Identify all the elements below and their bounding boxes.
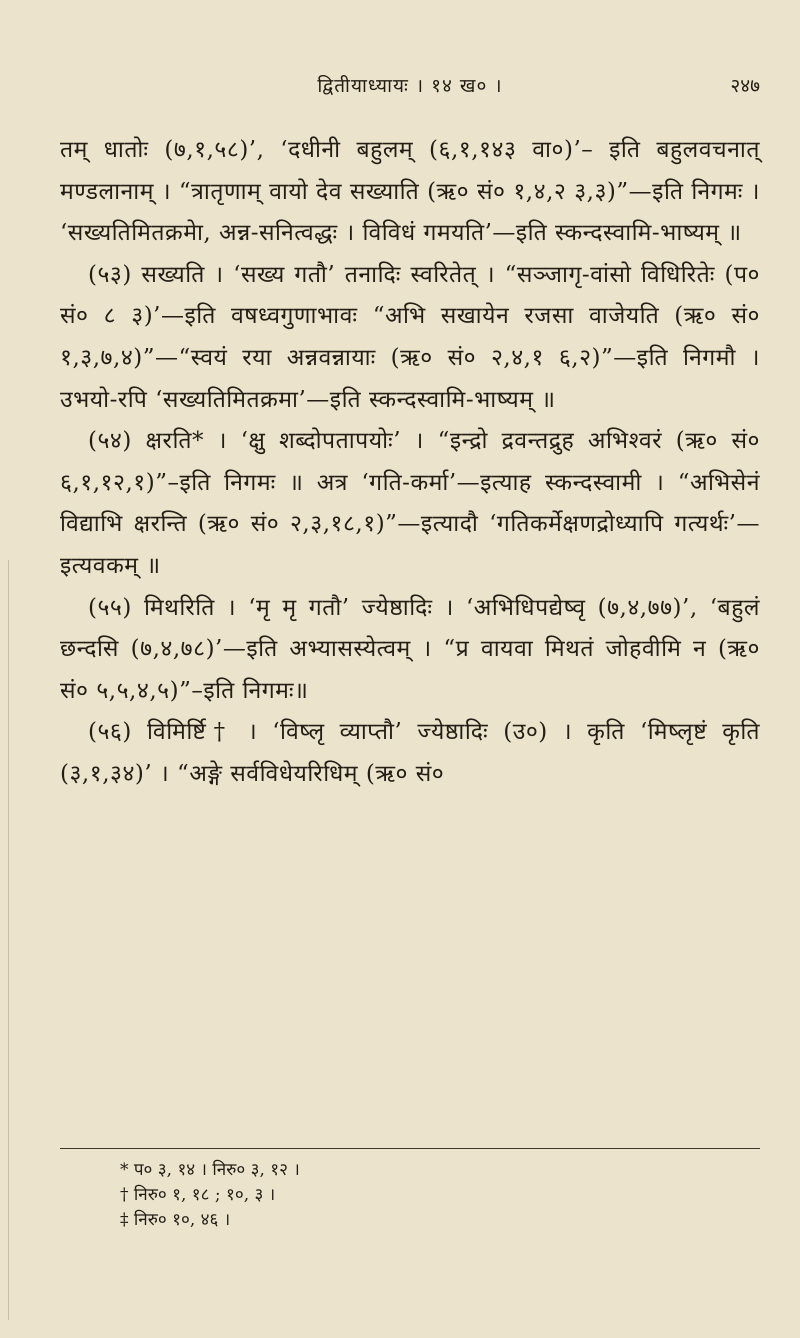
paragraph: (५३) सख्यति । ‘सख्य गतौ’ तनादिः स्वरितेत् । “सञ्जागृ-वांसो विधिरितेः (प० सं० ८ ३)’—इति वषध्वगुणाभावः “अभि सखायेन रजसा वाजेयति (ऋ० सं० १,३,७,४)”—“स्वयं रया अन्नवन्नायाः (ऋ० सं० २,४,१ ६,२)”—इति निगमौ । उभयो-रपि ‘सख्यतिमितक्रमा’—इति स्कन्दस्वामि-भाष्यम् ॥ bbox=[60, 261, 760, 413]
footnote-divider bbox=[60, 1148, 760, 1149]
margin-line bbox=[8, 560, 9, 1320]
paragraph: (५६) विमिर्ष्टि† । ‘विष्लृ व्याप्तौ’ ज्येष्ठादिः (उ०) । कृति ‘मिष्लृष्टं कृति (३,१,३४)’ । “अङ्गे सर्वविधेयरिधिम् (ऋ० सं० bbox=[60, 719, 760, 787]
page-header bbox=[60, 66, 760, 106]
paragraph: (५४) क्षरति* । ‘क्षु शब्दोपतापयोः’ । “इन्द्रो द्रवन्तद्रुह अभिश्वरं (ऋ० सं० ६,१,१२,१)”–इति निगमः ॥ अत्र ‘गति-कर्मा’—इत्याह स्कन्दस्वामी । “अभिसेनं विद्याभि क्षरन्ति (ऋ० सं० २,३,१८,१)”—इत्यादौ ‘गतिकर्मेक्षणद्रोध्यापि गत्यर्थः’— इत्यवकम् ॥ bbox=[60, 428, 760, 579]
footnote: † निरु० १, १८ ; १०, ३ । bbox=[120, 1185, 276, 1205]
paragraph: (५५) मिथरिति । ‘मृ मृ गतौ’ ज्येष्ठादिः । ‘अभिधिपद्येष्वृ (७,४,७७)’, ‘बहुलं छन्दसि (७,४,७८)’—इति अभ्यासस्येत्वम् । “प्र वायवा मिथतं जोहवीमि न (ऋ० सं० ५,५,४,५)”–इति निगमः॥ bbox=[60, 594, 760, 704]
paragraph: तम् धातोः (७,१,५८)’, ‘दधीनी बहुलम् (६,१,१४३ वा०)’– इति बहुलवचनात् मण्डलानाम् । “त्रातृणाम् वायो देव सख्याति (ऋ० सं० १,४,२ ३,३)”—इति निगमः । ‘सख्यतिमितक्रमेा, अन्न-सनित्वद्धः । विविधं गमयति’—इति स्कन्दस्वामि-भाष्यम् ॥ bbox=[60, 137, 760, 247]
footnote: * प० ३, १४ । निरु० ३, १२ । bbox=[120, 1160, 300, 1180]
footnote: ‡ निरु० १०, ४६ । bbox=[120, 1210, 231, 1230]
footnotes bbox=[120, 1158, 620, 1233]
running-title: द्वितीयाध्यायः । १४ ख० । bbox=[317, 75, 503, 97]
main-text bbox=[60, 130, 760, 796]
page-number: २४७ bbox=[730, 75, 760, 97]
